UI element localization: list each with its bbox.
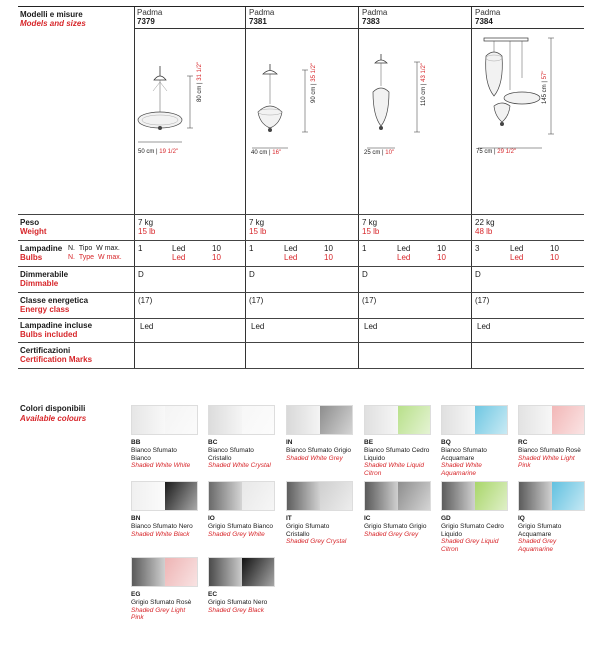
swatch-name-en: Shaded White Liquid Citron: [364, 462, 424, 477]
row-divider: [18, 6, 584, 7]
models-header: [20, 10, 86, 28]
colour-swatch-gd: [441, 481, 508, 553]
colour-swatch-bq: [441, 405, 508, 477]
colour-swatch-ic: [364, 481, 431, 538]
swatch-name-en: Shaded Grey Black: [208, 606, 265, 614]
swatch-code: BC: [208, 439, 218, 446]
swatch-image: [286, 481, 353, 511]
header-underline: [135, 28, 584, 29]
swatch-image: [286, 405, 353, 435]
swatch-name-en: Shaded Grey White: [208, 530, 265, 538]
colour-swatch-io: [208, 481, 275, 538]
swatch-image: [208, 481, 275, 511]
height-7384: 145 cm | 57": [542, 70, 548, 104]
swatch-name-it: Bianco Sfumato Cristallo: [208, 447, 254, 462]
colours-title: [20, 404, 86, 424]
colour-swatch-iq: [518, 481, 585, 553]
swatch-image: [518, 405, 585, 435]
swatch-code: BN: [131, 515, 141, 522]
swatch-name-en: Shaded Grey Aquamarine: [518, 538, 557, 553]
model-code: 7379: [137, 17, 155, 26]
bulb-type-7383: Led Led: [397, 244, 411, 262]
included-7381: Led: [251, 322, 265, 331]
swatch-code: IN: [286, 439, 293, 446]
models-header-en: Models and sizes: [20, 19, 86, 28]
weight-7381: 7 kg 15 lb: [249, 218, 267, 236]
bulb-watt-7383: 10 10: [437, 244, 446, 262]
bulb-type-7381: Led Led: [284, 244, 298, 262]
swatch-name-en: Shaded White Crystal: [208, 462, 271, 469]
row-divider: [18, 368, 584, 369]
weight-7379: 7 kg 15 lb: [138, 218, 156, 236]
swatch-name-it: Grigio Sfumato Acquamare: [518, 523, 562, 538]
swatch-name-en: Shaded White White: [131, 462, 191, 469]
models-header-it: Modelli e misure: [20, 10, 83, 19]
swatch-name-it: Grigio Sfumato Rosè: [131, 599, 192, 606]
dimmable-7383: D: [362, 270, 368, 279]
swatch-name-it: Bianco Sfumato Bianco: [131, 447, 177, 462]
width-7384: 75 cm | 29 1/2": [476, 149, 517, 155]
bulb-count-7379: 1: [138, 244, 143, 253]
row-label-included: Lampadine incluse Bulbs included: [20, 321, 93, 339]
colour-swatch-it: [286, 481, 353, 546]
model-series: Padma: [137, 8, 163, 17]
swatch-name-it: Bianco Sfumato Nero: [131, 523, 193, 530]
swatch-code: IT: [286, 515, 292, 522]
swatch-name-it: Grigio Sfumato Bianco: [208, 523, 274, 530]
swatch-name-en: Shaded Grey Crystal: [286, 538, 347, 545]
bulb-type-7384: Led Led: [510, 244, 524, 262]
swatch-code: IC: [364, 515, 371, 522]
swatch-code: IO: [208, 515, 215, 522]
bulb-watt-7379: 10 10: [212, 244, 221, 262]
height-7381: 90 cm | 35 1/2": [311, 62, 317, 103]
colour-swatch-bn: [131, 481, 198, 538]
swatch-image: [131, 405, 198, 435]
row-label-bulbs: Lampadine Bulbs: [20, 244, 63, 262]
row-divider: [18, 266, 584, 267]
model-header-7381: [249, 8, 274, 26]
row-divider: [18, 292, 584, 293]
included-7384: Led: [477, 322, 491, 331]
swatch-name-en: Shaded Grey Liquid Citron: [441, 538, 499, 553]
bulb-count-7381: 1: [249, 244, 254, 253]
model-series: Padma: [475, 8, 501, 17]
bulb-count-7384: 3: [475, 244, 480, 253]
lamp-7384-drawing: [472, 30, 584, 160]
bulb-type-7379: Led Led: [172, 244, 186, 262]
width-7379: 50 cm | 19 1/2": [138, 149, 179, 155]
swatch-image: [518, 481, 585, 511]
row-label-energy: Classe energetica Energy class: [20, 296, 89, 314]
energy-7383: (17): [362, 296, 377, 305]
swatch-image: [208, 557, 275, 587]
colour-swatch-bc: [208, 405, 275, 470]
included-7379: Led: [140, 322, 154, 331]
bulb-subheader: N. Tipo W max. N. Type W max.: [68, 245, 122, 261]
swatch-code: RC: [518, 439, 528, 446]
dimmable-7379: D: [138, 270, 144, 279]
row-label-dimmable: Dimmerabile Dimmable: [20, 270, 69, 288]
colours-title-en: Available colours: [20, 414, 87, 423]
colour-swatch-eg: [131, 557, 198, 622]
swatch-code: EG: [131, 591, 141, 598]
model-header-7384: [475, 8, 500, 26]
lamp-7379-drawing: [135, 66, 245, 176]
swatch-name-it: Grigio Sfumato Nero: [208, 599, 268, 606]
row-label-weight: Peso Weight: [20, 218, 47, 236]
swatch-name-en: Shaded White Black: [131, 530, 190, 538]
model-series: Padma: [249, 8, 275, 17]
colours-title-it: Colori disponibili: [20, 404, 86, 413]
swatch-name-en: Shaded Grey Grey: [364, 530, 419, 538]
model-header-7383: [362, 8, 387, 26]
swatch-name-it: Bianco Sfumato Cedro Liquido: [364, 447, 430, 462]
swatch-code: GD: [441, 515, 451, 522]
bulb-watt-7381: 10 10: [324, 244, 333, 262]
model-code: 7383: [362, 17, 380, 26]
weight-7384: 22 kg 48 lb: [475, 218, 495, 236]
height-7383: 110 cm | 43 1/2": [421, 63, 427, 106]
swatch-name-en: Shaded Grey Light Pink: [131, 606, 186, 621]
colour-swatch-bb: [131, 405, 198, 470]
swatch-name-it: Bianco Sfumato Rosè: [518, 447, 581, 454]
swatch-name-it: Bianco Sfumato Grigio: [286, 447, 352, 454]
row-label-cert: Certificazioni Certification Marks: [20, 346, 93, 364]
swatch-name-en: Shaded White Grey: [286, 454, 343, 462]
row-divider: [18, 240, 584, 241]
model-series: Padma: [362, 8, 388, 17]
included-7383: Led: [364, 322, 378, 331]
dimmable-7381: D: [249, 270, 255, 279]
swatch-code: BB: [131, 439, 141, 446]
colour-swatch-ec: [208, 557, 275, 614]
model-code: 7381: [249, 17, 267, 26]
swatch-image: [131, 481, 198, 511]
colour-swatch-rc: [518, 405, 585, 470]
swatch-image: [364, 405, 431, 435]
swatch-name-it: Bianco Sfumato Acquamare: [441, 447, 487, 462]
swatch-image: [131, 557, 198, 587]
row-divider: [18, 214, 584, 215]
lamp-7383-drawing: [359, 54, 469, 164]
row-divider: [18, 318, 584, 319]
dimmable-7384: D: [475, 270, 481, 279]
column-divider: [245, 6, 246, 368]
weight-7383: 7 kg 15 lb: [362, 218, 380, 236]
model-code: 7384: [475, 17, 493, 26]
swatch-name-en: Shaded White Light Pink: [518, 454, 575, 469]
row-divider: [18, 342, 584, 343]
swatch-image: [441, 405, 508, 435]
model-header-7379: [137, 8, 162, 26]
swatch-code: BQ: [441, 439, 451, 446]
swatch-image: [441, 481, 508, 511]
colour-swatch-in: [286, 405, 353, 462]
energy-7381: (17): [249, 296, 264, 305]
swatch-name-it: Grigio Sfumato Grigio: [364, 523, 427, 530]
swatch-code: EC: [208, 591, 218, 598]
swatch-name-en: Shaded White Aquamarine: [441, 462, 482, 477]
colour-swatch-be: [364, 405, 431, 477]
swatch-name-it: Grigio Sfumato Cedro Liquido: [441, 523, 504, 538]
height-7379: 80 cm | 31 1/2": [197, 61, 203, 102]
swatch-image: [364, 481, 431, 511]
swatch-image: [208, 405, 275, 435]
width-7383: 25 cm | 10": [364, 150, 395, 156]
swatch-name-it: Grigio Sfumato Cristallo: [286, 523, 330, 538]
energy-7384: (17): [475, 296, 490, 305]
swatch-code: IQ: [518, 515, 525, 522]
energy-7379: (17): [138, 296, 153, 305]
bulb-count-7383: 1: [362, 244, 367, 253]
bulb-watt-7384: 10 10: [550, 244, 559, 262]
swatch-code: BE: [364, 439, 374, 446]
width-7381: 40 cm | 16": [251, 150, 282, 156]
column-divider: [134, 6, 135, 368]
